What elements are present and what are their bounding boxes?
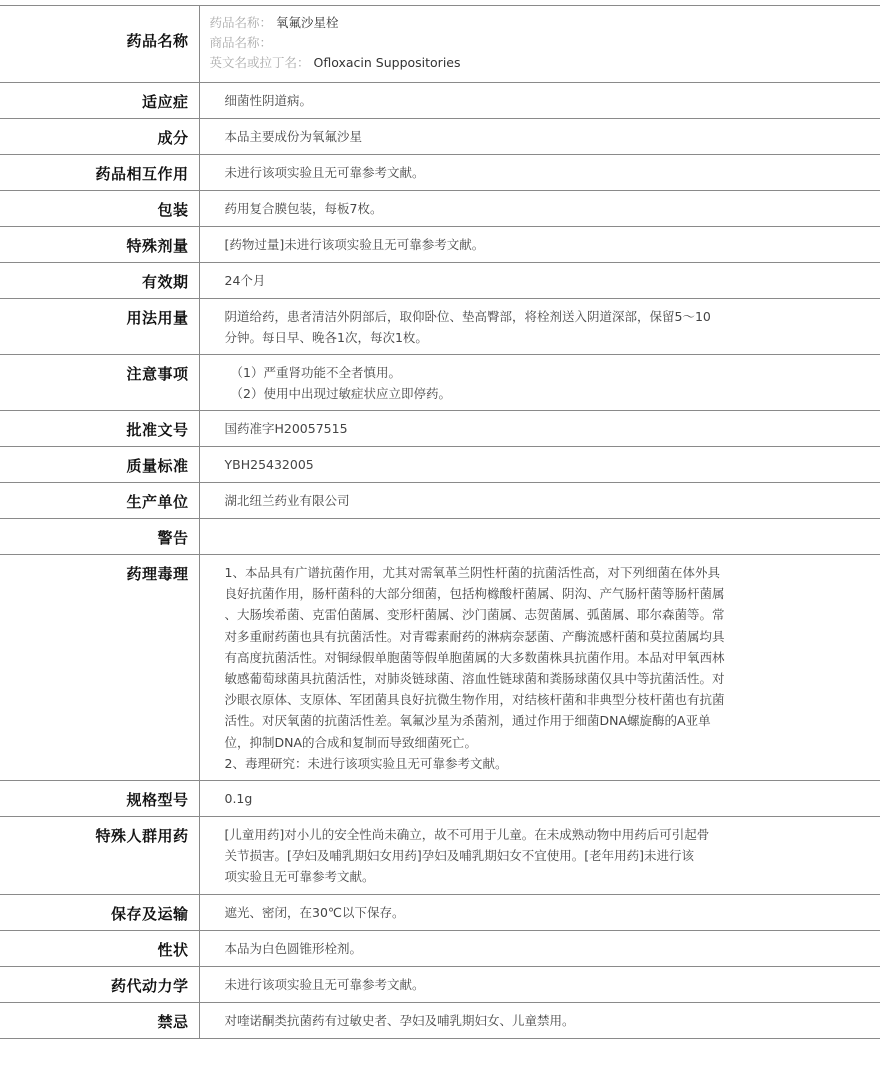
pharmacology-line: 有高度抗菌活性。对铜绿假单胞菌等假单胞菌属的大多数菌株具抗菌作用。本品对甲氧西林: [224, 649, 725, 665]
row-validity: [0, 263, 880, 299]
precaution-item: （2）使用中出现过敏症状应立即停药。: [230, 386, 451, 401]
value-storage: 遮光、密闭，在30℃以下保存。: [199, 894, 880, 930]
row-drug-name: [0, 6, 880, 83]
label-usage: 用法用量: [0, 299, 199, 355]
label-pharmacology: 药理毒理: [0, 555, 199, 781]
special-population-line: 项实验且无可靠参考文献。: [224, 869, 375, 885]
value-approval: 国药准字H20057515: [199, 411, 880, 447]
label-precautions: 注意事项: [0, 355, 199, 411]
label-drug-name: 药品名称: [0, 6, 199, 83]
value-manufacturer: 湖北纽兰药业有限公司: [199, 483, 880, 519]
pharmacology-line: 、大肠埃希菌、克雷伯菌属、变形杆菌属、沙门菌属、志贺菌属、弧菌属、耶尔森菌等。常: [224, 607, 725, 623]
row-contraindications: [0, 1002, 880, 1038]
label-indication: 适应症: [0, 83, 199, 119]
pharmacology-line: 1、本品具有广谱抗菌作用，尤其对需氧革兰阴性杆菌的抗菌活性高，对下列细菌在体外具: [224, 565, 720, 580]
precaution-item: （1）严重肾功能不全者慎用。: [230, 365, 401, 380]
value-composition: 本品主要成份为氧氟沙星: [199, 119, 880, 155]
value-special-population: [199, 817, 880, 895]
generic-name-key: 药品名称：: [209, 15, 273, 30]
label-validity: 有效期: [0, 263, 199, 299]
pharmacology-line: 敏感葡萄球菌具抗菌活性，对肺炎链球菌、溶血性链球菌和粪肠球菌仅具中等抗菌活性。对: [224, 671, 725, 687]
value-warning: [199, 519, 880, 555]
row-special-population: [0, 817, 880, 895]
row-precautions: [0, 355, 880, 411]
row-composition: [0, 119, 880, 155]
label-package: 包装: [0, 191, 199, 227]
row-appearance: [0, 930, 880, 966]
label-standard: 质量标准: [0, 447, 199, 483]
row-spec: [0, 781, 880, 817]
row-usage: [0, 299, 880, 355]
value-spec: 0.1g: [199, 781, 880, 817]
value-pharmacology: [199, 555, 880, 781]
value-appearance: 本品为白色圆锥形栓剂。: [199, 930, 880, 966]
value-overdose: [药物过量]未进行该项实验且无可靠参考文献。: [199, 227, 880, 263]
value-standard: YBH25432005: [199, 447, 880, 483]
row-warning: [0, 519, 880, 555]
drug-info-page: [0, 5, 880, 1039]
pharmacology-line: 2、毒理研究：未进行该项实验且无可靠参考文献。: [224, 755, 508, 771]
usage-line: 分钟。每日早、晚各1次，每次1枚。: [224, 330, 428, 345]
drug-info-table: [0, 5, 880, 1039]
pharmacology-line: 位，抑制DNA的合成和复制而导致细菌死亡。: [224, 734, 478, 750]
trade-name-key: 商品名称：: [209, 35, 273, 50]
value-pharmacokinetics: 未进行该项实验且无可靠参考文献。: [199, 966, 880, 1002]
value-interaction: 未进行该项实验且无可靠参考文献。: [199, 155, 880, 191]
label-interaction: 药品相互作用: [0, 155, 199, 191]
row-indication: [0, 83, 880, 119]
label-warning: 警告: [0, 519, 199, 555]
row-approval: [0, 411, 880, 447]
value-package: 药用复合膜包装，每板7枚。: [199, 191, 880, 227]
label-spec: 规格型号: [0, 781, 199, 817]
pharmacology-line: 良好抗菌作用，肠杆菌科的大部分细菌，包括枸橼酸杆菌属、阴沟、产气肠杆菌等肠杆菌属: [224, 586, 725, 602]
pharmacology-line: 活性。对厌氧菌的抗菌活性差。氧氟沙星为杀菌剂，通过作用于细菌DNA螺旋酶的A亚单: [224, 713, 711, 729]
value-drug-name: [199, 6, 880, 83]
special-population-line: [儿童用药]对小儿的安全性尚未确立，故不可用于儿童。在未成熟动物中用药后可引起骨: [224, 827, 710, 843]
usage-line: 阴道给药，患者清洁外阴部后，取仰卧位、垫高臀部，将栓剂送入阴道深部，保留5～10: [224, 309, 711, 324]
label-approval: 批准文号: [0, 411, 199, 447]
english-name-value: Ofloxacin Suppositories: [313, 55, 461, 70]
pharmacology-line: 沙眼衣原体、支原体、军团菌具良好抗微生物作用，对结核杆菌和非典型分枝杆菌也有抗菌: [224, 692, 725, 708]
generic-name-value: 氧氟沙星栓: [276, 15, 339, 30]
special-population-line: 关节损害。[孕妇及哺乳期妇女用药]孕妇及哺乳期妇女不宜使用。[老年用药]未进行该: [224, 848, 695, 864]
label-appearance: 性状: [0, 930, 199, 966]
value-contraindications: 对喹诺酮类抗菌药有过敏史者、孕妇及哺乳期妇女、儿童禁用。: [199, 1002, 880, 1038]
value-validity: 24个月: [199, 263, 880, 299]
label-manufacturer: 生产单位: [0, 483, 199, 519]
row-package: [0, 191, 880, 227]
row-pharmacokinetics: [0, 966, 880, 1002]
row-manufacturer: [0, 483, 880, 519]
label-special-population: 特殊人群用药: [0, 817, 199, 895]
row-pharmacology: [0, 555, 880, 781]
english-name-key: 英文名或拉丁名：: [209, 55, 310, 70]
label-overdose: 特殊剂量: [0, 227, 199, 263]
label-storage: 保存及运输: [0, 894, 199, 930]
row-overdose: [0, 227, 880, 263]
row-storage: [0, 894, 880, 930]
value-usage: [199, 299, 880, 355]
label-contraindications: 禁忌: [0, 1002, 199, 1038]
pharmacology-line: 对多重耐药菌也具有抗菌活性。对青霉素耐药的淋病奈瑟菌、产酶流感杆菌和莫拉菌属均具: [224, 628, 725, 644]
value-precautions: [199, 355, 880, 411]
label-composition: 成分: [0, 119, 199, 155]
value-indication: 细菌性阴道病。: [199, 83, 880, 119]
row-interaction: [0, 155, 880, 191]
row-standard: [0, 447, 880, 483]
label-pharmacokinetics: 药代动力学: [0, 966, 199, 1002]
